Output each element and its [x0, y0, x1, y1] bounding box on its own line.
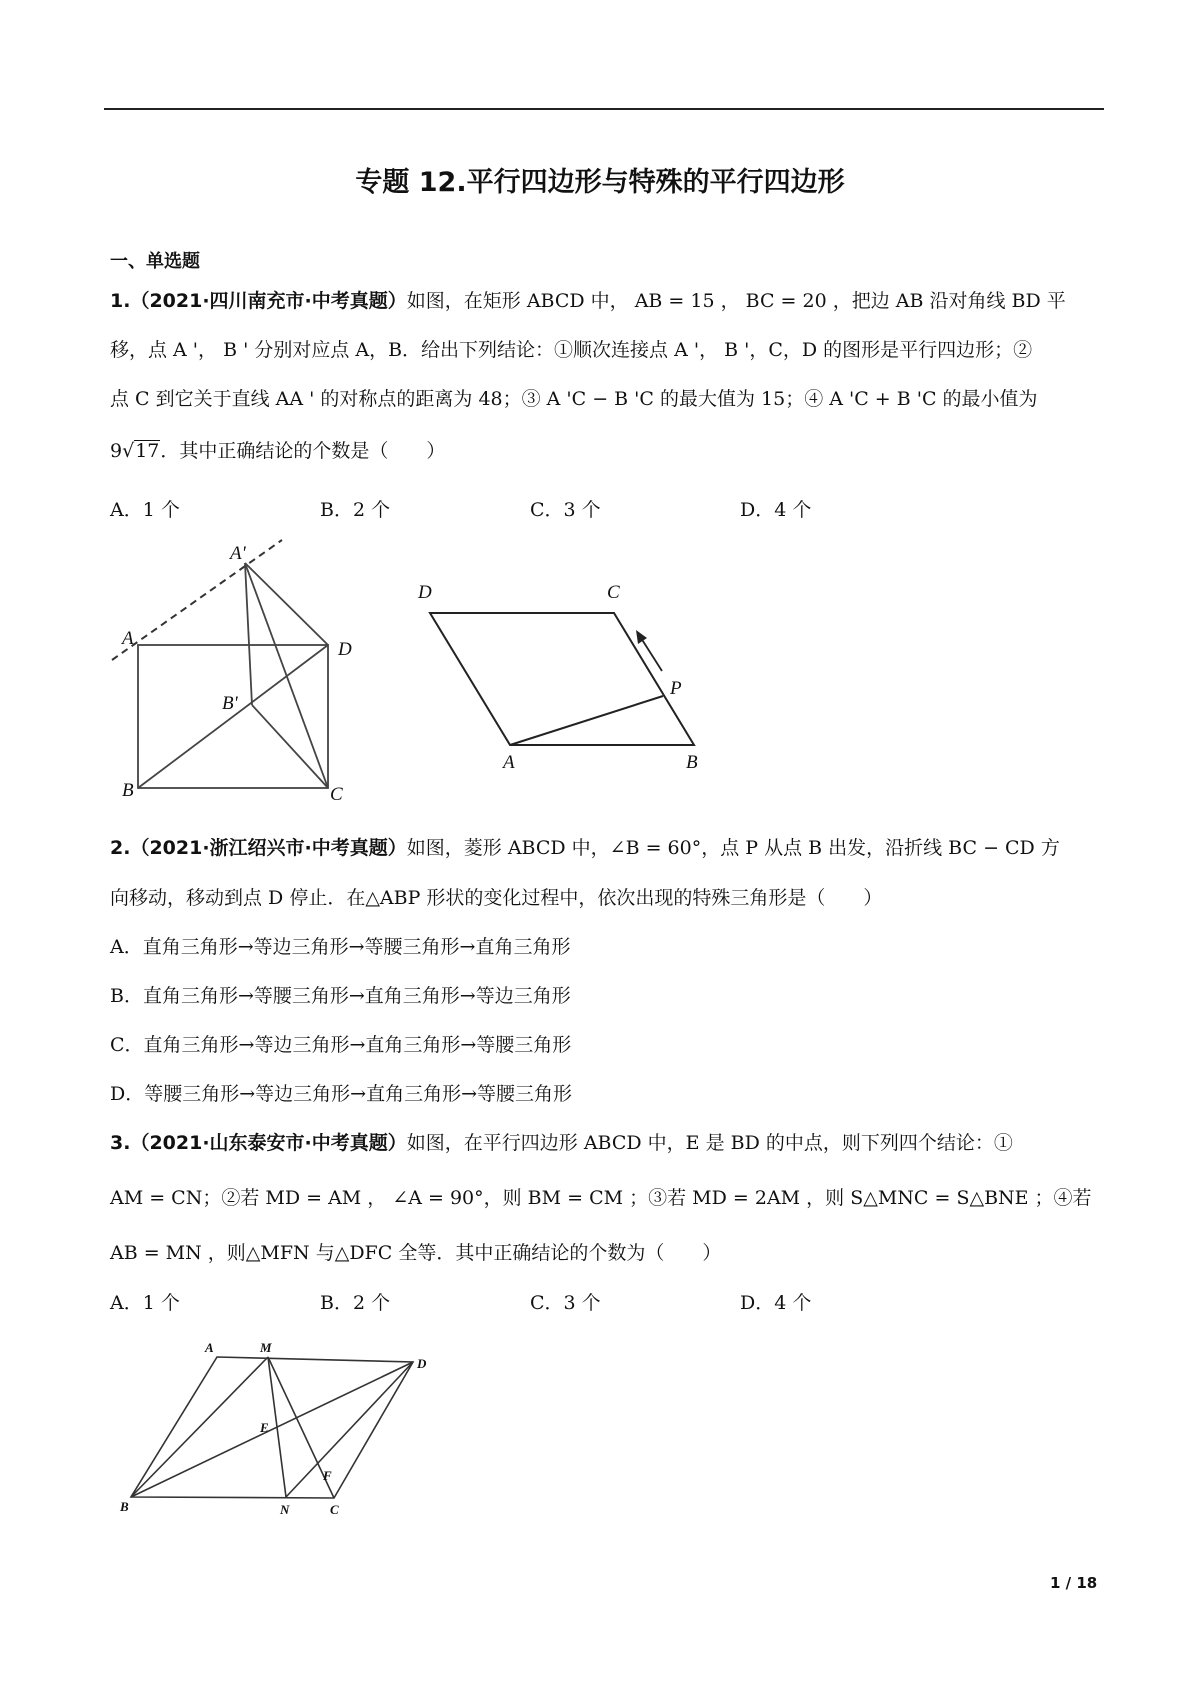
q1-text-4: ．其中正确结论的个数是（ ） — [160, 440, 446, 462]
q3-source: （2021·山东泰安市·中考真题） — [130, 1132, 407, 1154]
radical-sign: √ — [122, 440, 135, 462]
fig2-label-d: D — [418, 582, 432, 603]
fig1-label-a: A — [122, 628, 134, 649]
q1-line-2: 移，点 A '， B ' 分别对应点 A，B．给出下列结论：①顺次连接点 A '， B '，C，D 的图形是平行四边形；② — [110, 339, 1033, 361]
q1-source: （2021·四川南充市·中考真题） — [130, 290, 407, 312]
q1-figure-parallelogram — [400, 570, 720, 773]
fig2-label-b: B — [686, 752, 698, 773]
direction-arrow — [641, 638, 662, 671]
fig3-label-b: B — [120, 1499, 129, 1514]
q1-root-coefficient: 9 — [110, 440, 123, 462]
q1-number: 1. — [110, 290, 131, 312]
q2-option-b: B．直角三角形→等腰三角形→直角三角形→等边三角形 — [110, 985, 571, 1007]
q1-option-c: C．3 个 — [530, 499, 601, 521]
fig1-label-b: B — [122, 780, 134, 801]
section-heading: 一、单选题 — [110, 251, 200, 272]
q2-option-c: C．直角三角形→等边三角形→直角三角形→等腰三角形 — [110, 1034, 572, 1056]
fig2-label-p: P — [670, 678, 682, 699]
q1-option-b: B．2 个 — [320, 499, 391, 521]
q3-number: 3. — [110, 1132, 131, 1154]
q1-line-3: 点 C 到它关于直线 AA ' 的对称点的距离为 48；③ A 'C − B 'C 的最大值为 15；④ A 'C + B 'C 的最小值为 — [110, 388, 1038, 410]
q2-line-1 — [110, 833, 1060, 860]
q1-root-value: 17 — [135, 440, 160, 462]
q1-line-1 — [110, 286, 1066, 313]
fig3-label-f: F — [323, 1468, 332, 1483]
fig3-label-e: E — [260, 1420, 269, 1435]
q2-line-2: 向移动，移动到点 D 停止．在△ABP 形状的变化过程中，依次出现的特殊三角形是（ ） — [110, 887, 883, 909]
dashed-line-aa — [112, 540, 282, 660]
q3-option-d: D．4 个 — [740, 1292, 812, 1314]
q2-number: 2. — [110, 837, 131, 859]
page-number: 1 / 18 — [1050, 1574, 1098, 1592]
q2-text-1: 如图，菱形 ABCD 中，∠B = 60°，点 P 从点 B 出发，沿折线 BC − CD 方 — [406, 837, 1060, 859]
q3-line-2: AM = CN；②若 MD = AM ， ∠A = 90°，则 BM = CM ；③若 MD = 2AM ，则 S△MNC = S△BNE ；④若 — [110, 1187, 1092, 1209]
q1-text-1: 如图，在矩形 ABCD 中， AB = 15 ， BC = 20 ，把边 AB 沿对角线 BD 平 — [406, 290, 1066, 312]
fig3-label-d: D — [417, 1356, 427, 1371]
q2-option-d: D．等腰三角形→等边三角形→直角三角形→等腰三角形 — [110, 1083, 572, 1105]
q3-line-3: AB = MN ，则△MFN 与△DFC 全等．其中正确结论的个数为（ ） — [110, 1242, 722, 1264]
fig2-label-a: A — [503, 752, 515, 773]
q1-option-d: D．4 个 — [740, 499, 812, 521]
q3-line-1 — [110, 1128, 1013, 1155]
fig1-label-a-prime: A' — [230, 543, 246, 564]
header-rule — [104, 108, 1104, 110]
q3-figure-parallelogram — [110, 1340, 440, 1520]
q1-line-4 — [110, 436, 445, 463]
q3-option-b: B．2 个 — [320, 1292, 391, 1314]
fig3-label-m: M — [260, 1340, 272, 1355]
fig1-label-c: C — [330, 784, 343, 805]
page-title: 专题 12.平行四边形与特殊的平行四边形 — [355, 167, 845, 198]
parallelogram-abcd — [430, 613, 694, 745]
arrow-head-icon — [636, 630, 647, 644]
q1-figure-rectangle — [100, 530, 400, 805]
q2-source: （2021·浙江绍兴市·中考真题） — [130, 837, 407, 859]
q2-option-a: A．直角三角形→等边三角形→等腰三角形→直角三角形 — [110, 936, 571, 958]
q3-text-1: 如图，在平行四边形 ABCD 中，E 是 BD 的中点，则下列四个结论：① — [406, 1132, 1013, 1154]
fig3-label-c: C — [330, 1502, 339, 1517]
fig1-label-b-prime: B' — [222, 693, 238, 714]
fig1-label-d: D — [338, 639, 352, 660]
q3-option-c: C．3 个 — [530, 1292, 601, 1314]
fig2-label-c: C — [607, 582, 620, 603]
q3-option-a: A．1 个 — [110, 1292, 180, 1314]
fig3-label-n: N — [280, 1502, 290, 1517]
segment-ap — [510, 696, 663, 745]
fig3-label-a: A — [205, 1340, 214, 1355]
q1-option-a: A．1 个 — [110, 499, 180, 521]
